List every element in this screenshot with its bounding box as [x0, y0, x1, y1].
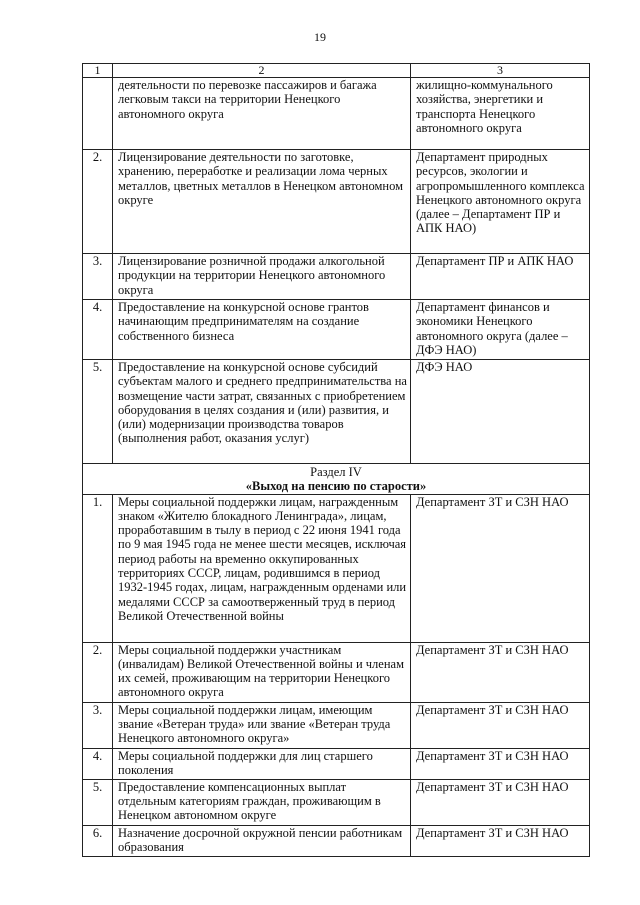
- row-number: 5.: [83, 360, 113, 464]
- department-cell: Департамент финансов и экономики Ненецкого автономного округа (далее – ДФЭ НАО): [411, 300, 590, 360]
- table-row: [83, 360, 590, 464]
- service-cell: деятельности по перевозке пассажиров и багажа легковым такси на территории Ненецкого автономного округа: [113, 78, 411, 150]
- services-table: [82, 63, 590, 857]
- service-cell: Меры социальной поддержки лицам, имеющим звание «Ветеран труда» или звание «Ветеран труда Ненецкого автономного округа»: [113, 702, 411, 748]
- row-number: 3.: [83, 702, 113, 748]
- service-cell: Лицензирование деятельности по заготовке, хранению, переработке и реализации лома черных металлов, цветных металлов в Ненецком автономном округе: [113, 150, 411, 254]
- row-number: 3.: [83, 254, 113, 300]
- department-cell: Департамент природных ресурсов, экологии и агропромышленного комплекса Ненецкого автономного округа (далее – Департамент ПР и АПК НАО): [411, 150, 590, 254]
- row-number: 2.: [83, 642, 113, 702]
- service-cell: Меры социальной поддержки для лиц старшего поколения: [113, 748, 411, 779]
- section-header: [83, 464, 590, 495]
- section-title: «Выход на пенсию по старости»: [245, 479, 427, 494]
- section-header-row: [83, 464, 590, 495]
- department-cell: Департамент ЗТ и СЗН НАО: [411, 779, 590, 825]
- row-number: 4.: [83, 748, 113, 779]
- department-cell: Департамент ЗТ и СЗН НАО: [411, 825, 590, 856]
- table-header-row: [83, 64, 590, 78]
- row-number: 5.: [83, 779, 113, 825]
- row-number: [83, 78, 113, 150]
- department-cell: Департамент ПР и АПК НАО: [411, 254, 590, 300]
- department-cell: жилищно-коммунального хозяйства, энергетики и транспорта Ненецкого автономного округа: [411, 78, 590, 150]
- service-cell: Лицензирование розничной продажи алкогольной продукции на территории Ненецкого автономного округа: [113, 254, 411, 300]
- department-cell: Департамент ЗТ и СЗН НАО: [411, 748, 590, 779]
- service-cell: Назначение досрочной окружной пенсии работникам образования: [113, 825, 411, 856]
- table-row: [83, 779, 590, 825]
- service-cell: Меры социальной поддержки лицам, награжденным знаком «Жителю блокадного Ленинграда», лицам, проработавшим в тылу в период с 22 июня 1941 года по 9 мая 1945 года не менее шести месяцев, исключая период работы на временно оккупированных территориях СССР, лицам, родившимся в период 1932-1945 годах, лицам, награжденным орденами или медалями СССР за самоотверженный труд в период Великой Отечественной войны: [113, 494, 411, 642]
- table-row: [83, 702, 590, 748]
- row-number: 6.: [83, 825, 113, 856]
- row-number: 2.: [83, 150, 113, 254]
- table-row: [83, 300, 590, 360]
- department-cell: ДФЭ НАО: [411, 360, 590, 464]
- table-row: [83, 150, 590, 254]
- table-row: [83, 642, 590, 702]
- department-cell: Департамент ЗТ и СЗН НАО: [411, 702, 590, 748]
- header-cell-department: 3: [411, 64, 590, 78]
- header-cell-num: 1: [83, 64, 113, 78]
- service-cell: Предоставление на конкурсной основе субсидий субъектам малого и среднего предпринимательства на возмещение части затрат, связанных с приобретением оборудования в целях создания и (или) развития, и (или) модернизации производства товаров (выполнения работ, оказания услуг): [113, 360, 411, 464]
- service-cell: Предоставление на конкурсной основе грантов начинающим предпринимателям на создание собственного бизнеса: [113, 300, 411, 360]
- table-row: [83, 825, 590, 856]
- table-row: [83, 748, 590, 779]
- table-row: [83, 78, 590, 150]
- table-row: [83, 494, 590, 642]
- department-cell: Департамент ЗТ и СЗН НАО: [411, 494, 590, 642]
- row-number: 4.: [83, 300, 113, 360]
- service-cell: Меры социальной поддержки участникам (инвалидам) Великой Отечественной войны и членам их семей, проживающим на территории Ненецкого автономного округа: [113, 642, 411, 702]
- section-label: Раздел IV: [310, 465, 362, 479]
- service-cell: Предоставление компенсационных выплат отдельным категориям граждан, проживающим в Ненецком автономном округе: [113, 779, 411, 825]
- header-cell-service: 2: [113, 64, 411, 78]
- row-number: 1.: [83, 494, 113, 642]
- department-cell: Департамент ЗТ и СЗН НАО: [411, 642, 590, 702]
- table-row: [83, 254, 590, 300]
- page-number: 19: [314, 30, 326, 44]
